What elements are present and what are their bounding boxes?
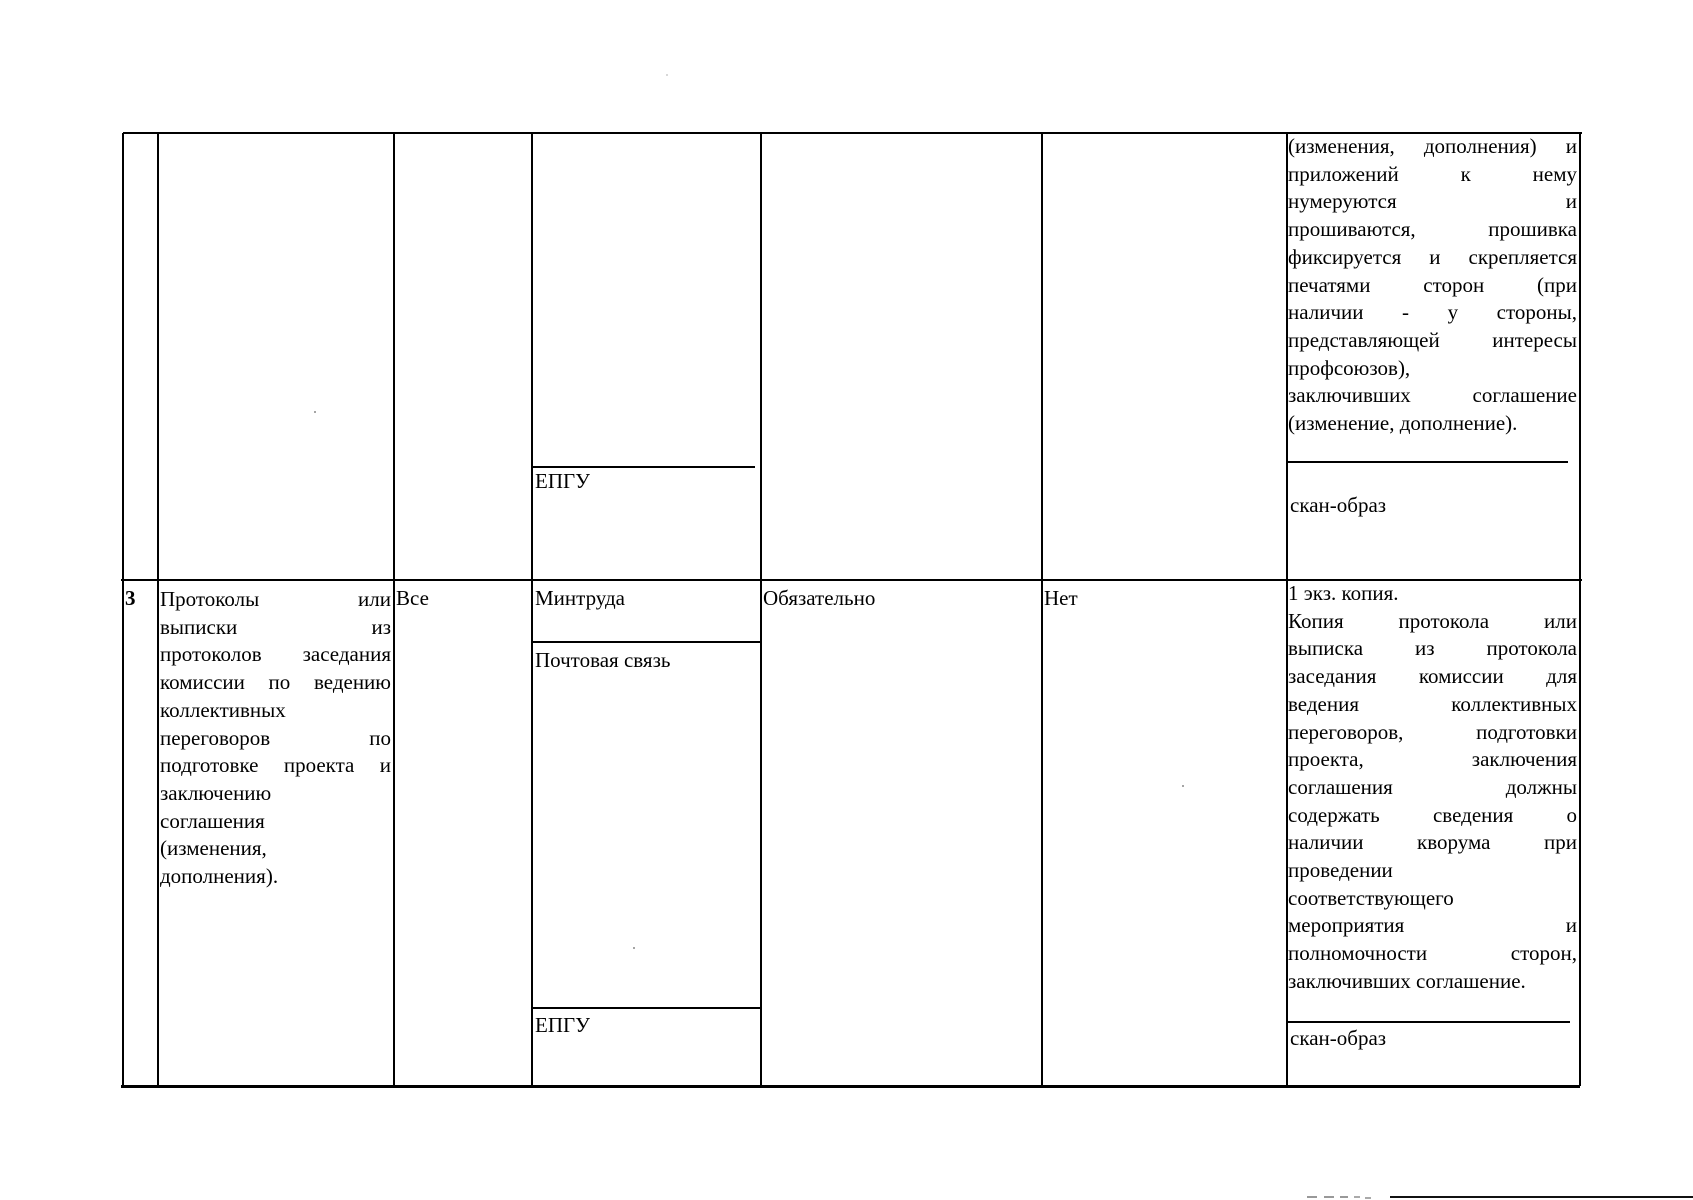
form-label: скан-образ [1290, 1026, 1387, 1050]
req-line: полномочности сторон, [1288, 941, 1577, 966]
req-line: представляющей интересы [1288, 327, 1577, 352]
doc-line: комиссии по ведению [160, 670, 391, 695]
doc-line: дополнения). [160, 864, 279, 889]
form-divider [1288, 1021, 1570, 1023]
req-line: прошиваются, прошивка [1288, 217, 1577, 242]
req-line: заключивших соглашение. [1288, 968, 1526, 993]
channel-divider-post [533, 641, 760, 643]
req-line: наличии - у стороны, [1288, 300, 1577, 325]
req-line: (изменение, дополнение). [1288, 411, 1518, 436]
doc-line: протоколов заседания [160, 642, 391, 667]
req-line: (изменения, дополнения) и [1288, 134, 1577, 158]
req-line: соглашения должны [1288, 774, 1577, 799]
footer-line [1390, 1196, 1693, 1198]
column-border-3 [531, 133, 533, 1086]
table-bottom-border [121, 1085, 1580, 1088]
req-line: 1 экз. копия. [1288, 581, 1399, 605]
req-line: приложений к нему [1288, 161, 1577, 186]
requirements-text-top [1288, 133, 1577, 438]
doc-line: заключению [160, 780, 272, 805]
req-line: проекта, заключения [1288, 747, 1577, 772]
doc-line: Протоколы или [160, 587, 391, 611]
column-border-4 [760, 133, 762, 1086]
scan-speck [666, 74, 668, 76]
req-line: заседания комиссии для [1288, 664, 1577, 689]
footer-dash [1365, 1197, 1371, 1199]
doc-line: подготовке проекта и [160, 753, 391, 778]
req-line: Копия протокола или [1288, 608, 1577, 633]
footer-dash [1340, 1196, 1348, 1198]
column-border-2 [393, 133, 395, 1086]
column-border-5 [1041, 133, 1043, 1086]
req-line: профсоюзов), [1288, 355, 1411, 380]
req-line: содержать сведения о [1288, 802, 1577, 827]
obligation-status: Обязательно [763, 586, 876, 610]
requirements-text [1288, 580, 1577, 996]
req-line: наличии кворума при [1288, 830, 1577, 855]
req-line: переговоров, подготовки [1288, 719, 1577, 744]
form-divider-top [1288, 461, 1568, 463]
footer-dash [1307, 1196, 1317, 1198]
req-line: соответствующего [1288, 885, 1454, 910]
req-line: выписка из протокола [1288, 636, 1577, 661]
doc-line: соглашения [160, 808, 265, 833]
scan-speck [314, 411, 316, 413]
doc-line: коллективных [160, 697, 286, 722]
column-border-0 [122, 133, 124, 1086]
doc-line: (изменения, [160, 836, 267, 861]
form-label-top: скан-образ [1290, 493, 1387, 517]
doc-line: переговоров по [160, 725, 391, 750]
req-line: мероприятия и [1288, 913, 1577, 938]
footer-dash [1354, 1196, 1360, 1198]
scan-speck [1182, 785, 1184, 787]
row-number: 3 [125, 586, 136, 610]
channel-divider-epgu [533, 1007, 760, 1009]
req-line: заключивших соглашение [1288, 383, 1577, 408]
req-line: проведении [1288, 858, 1393, 883]
req-line: нумеруются и [1288, 189, 1577, 214]
document-name [160, 586, 391, 891]
channel-ministry: Минтруда [535, 586, 625, 610]
req-line: печатями сторон (при [1288, 272, 1577, 297]
footer-dash [1324, 1196, 1334, 1198]
doc-line: выписки из [160, 614, 391, 639]
channel-epgu: ЕПГУ [535, 1013, 591, 1037]
req-line: фиксируется и скрепляется [1288, 244, 1577, 269]
scan-speck [633, 947, 635, 949]
channel-epgu-top: ЕПГУ [535, 469, 591, 493]
req-line: ведения коллективных [1288, 691, 1577, 716]
column-border-7 [1579, 133, 1581, 1086]
column-border-1 [157, 133, 159, 1086]
channel-post: Почтовая связь [535, 648, 671, 672]
applicant-category: Все [396, 586, 429, 610]
interagency-request: Нет [1044, 586, 1078, 610]
